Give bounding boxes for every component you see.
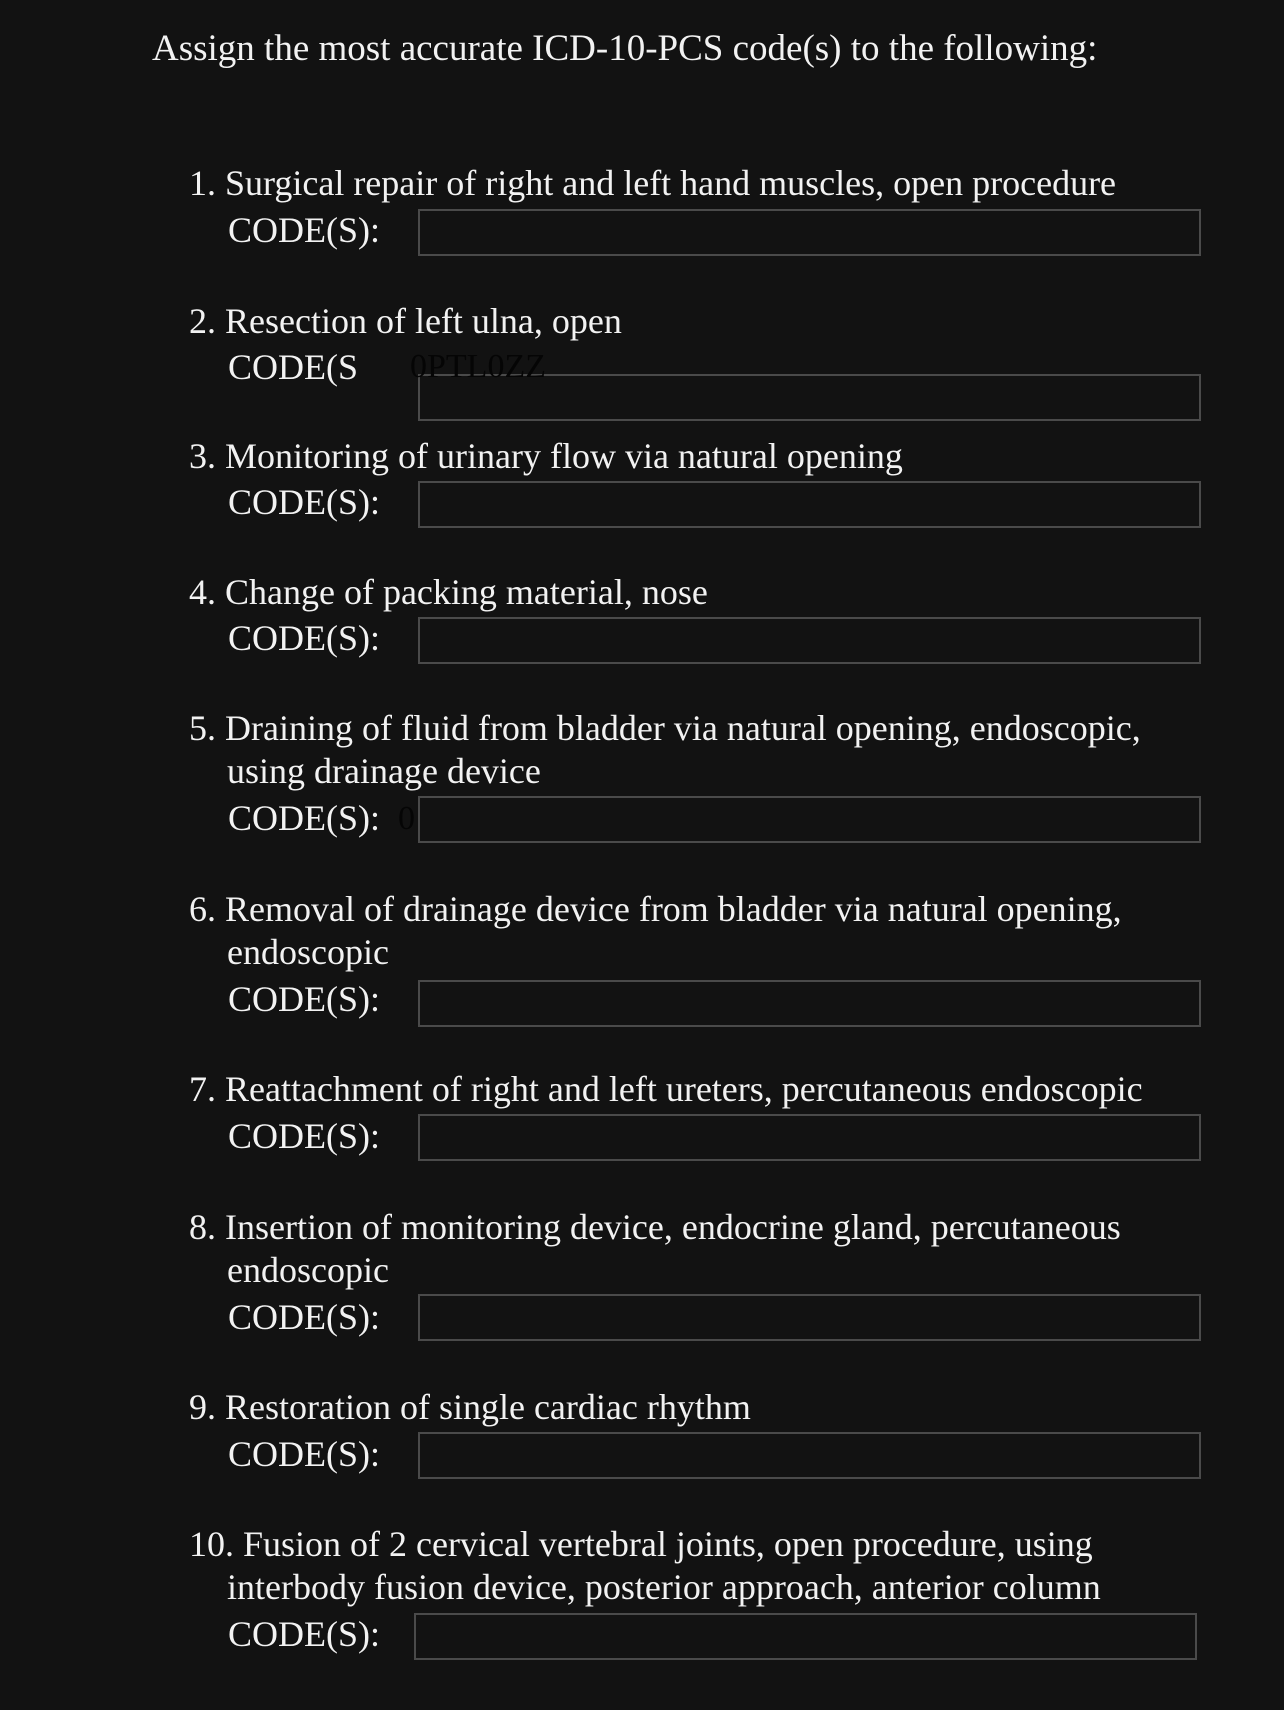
code-label: CODE(S): <box>228 1297 380 1337</box>
question-text: 5. Draining of fluid from bladder via natural opening, endoscopic, <box>189 708 1141 748</box>
code-overlay-text: 0 <box>398 800 415 837</box>
question-text: 8. Insertion of monitoring device, endocrine gland, percutaneous <box>189 1207 1121 1247</box>
code-label: CODE(S): <box>228 979 380 1019</box>
page-title: Assign the most accurate ICD-10-PCS code(s) to the following: <box>152 28 1098 69</box>
question-text: 2. Resection of left ulna, open <box>189 301 622 341</box>
code-input-5[interactable] <box>418 796 1201 843</box>
question-text: 7. Reattachment of right and left ureters, percutaneous endoscopic <box>189 1069 1143 1109</box>
code-input-1[interactable] <box>418 209 1201 256</box>
question-text: 4. Change of packing material, nose <box>189 572 708 612</box>
code-label: CODE(S): <box>228 482 380 522</box>
code-label: CODE(S): <box>228 210 380 250</box>
code-input-3[interactable] <box>418 481 1201 528</box>
question-text: 10. Fusion of 2 cervical vertebral joints, open procedure, using <box>189 1524 1093 1564</box>
code-input-8[interactable] <box>418 1294 1201 1341</box>
question-text: 1. Surgical repair of right and left hand muscles, open procedure <box>189 163 1117 203</box>
code-label: CODE(S): <box>228 1614 380 1654</box>
code-input-6[interactable] <box>418 980 1201 1027</box>
code-input-10[interactable] <box>414 1613 1197 1660</box>
code-label: CODE(S): <box>228 1116 380 1156</box>
question-text-cont: endoscopic <box>227 932 389 972</box>
question-text-cont: using drainage device <box>227 751 541 791</box>
code-input-9[interactable] <box>418 1432 1201 1479</box>
question-text: 9. Restoration of single cardiac rhythm <box>189 1387 751 1427</box>
code-label: CODE(S <box>228 347 359 387</box>
code-label: CODE(S): <box>228 1434 380 1474</box>
question-text-cont: endoscopic <box>227 1250 389 1290</box>
code-overlay-text: 0PTL0ZZ <box>410 348 546 385</box>
code-label: CODE(S): <box>228 618 380 658</box>
question-text: 3. Monitoring of urinary flow via natural opening <box>189 436 903 476</box>
question-text-cont: interbody fusion device, posterior approach, anterior column <box>227 1567 1101 1607</box>
code-input-4[interactable] <box>418 617 1201 664</box>
code-input-7[interactable] <box>418 1114 1201 1161</box>
question-text: 6. Removal of drainage device from bladder via natural opening, <box>189 889 1122 929</box>
code-label: CODE(S): <box>228 798 380 838</box>
